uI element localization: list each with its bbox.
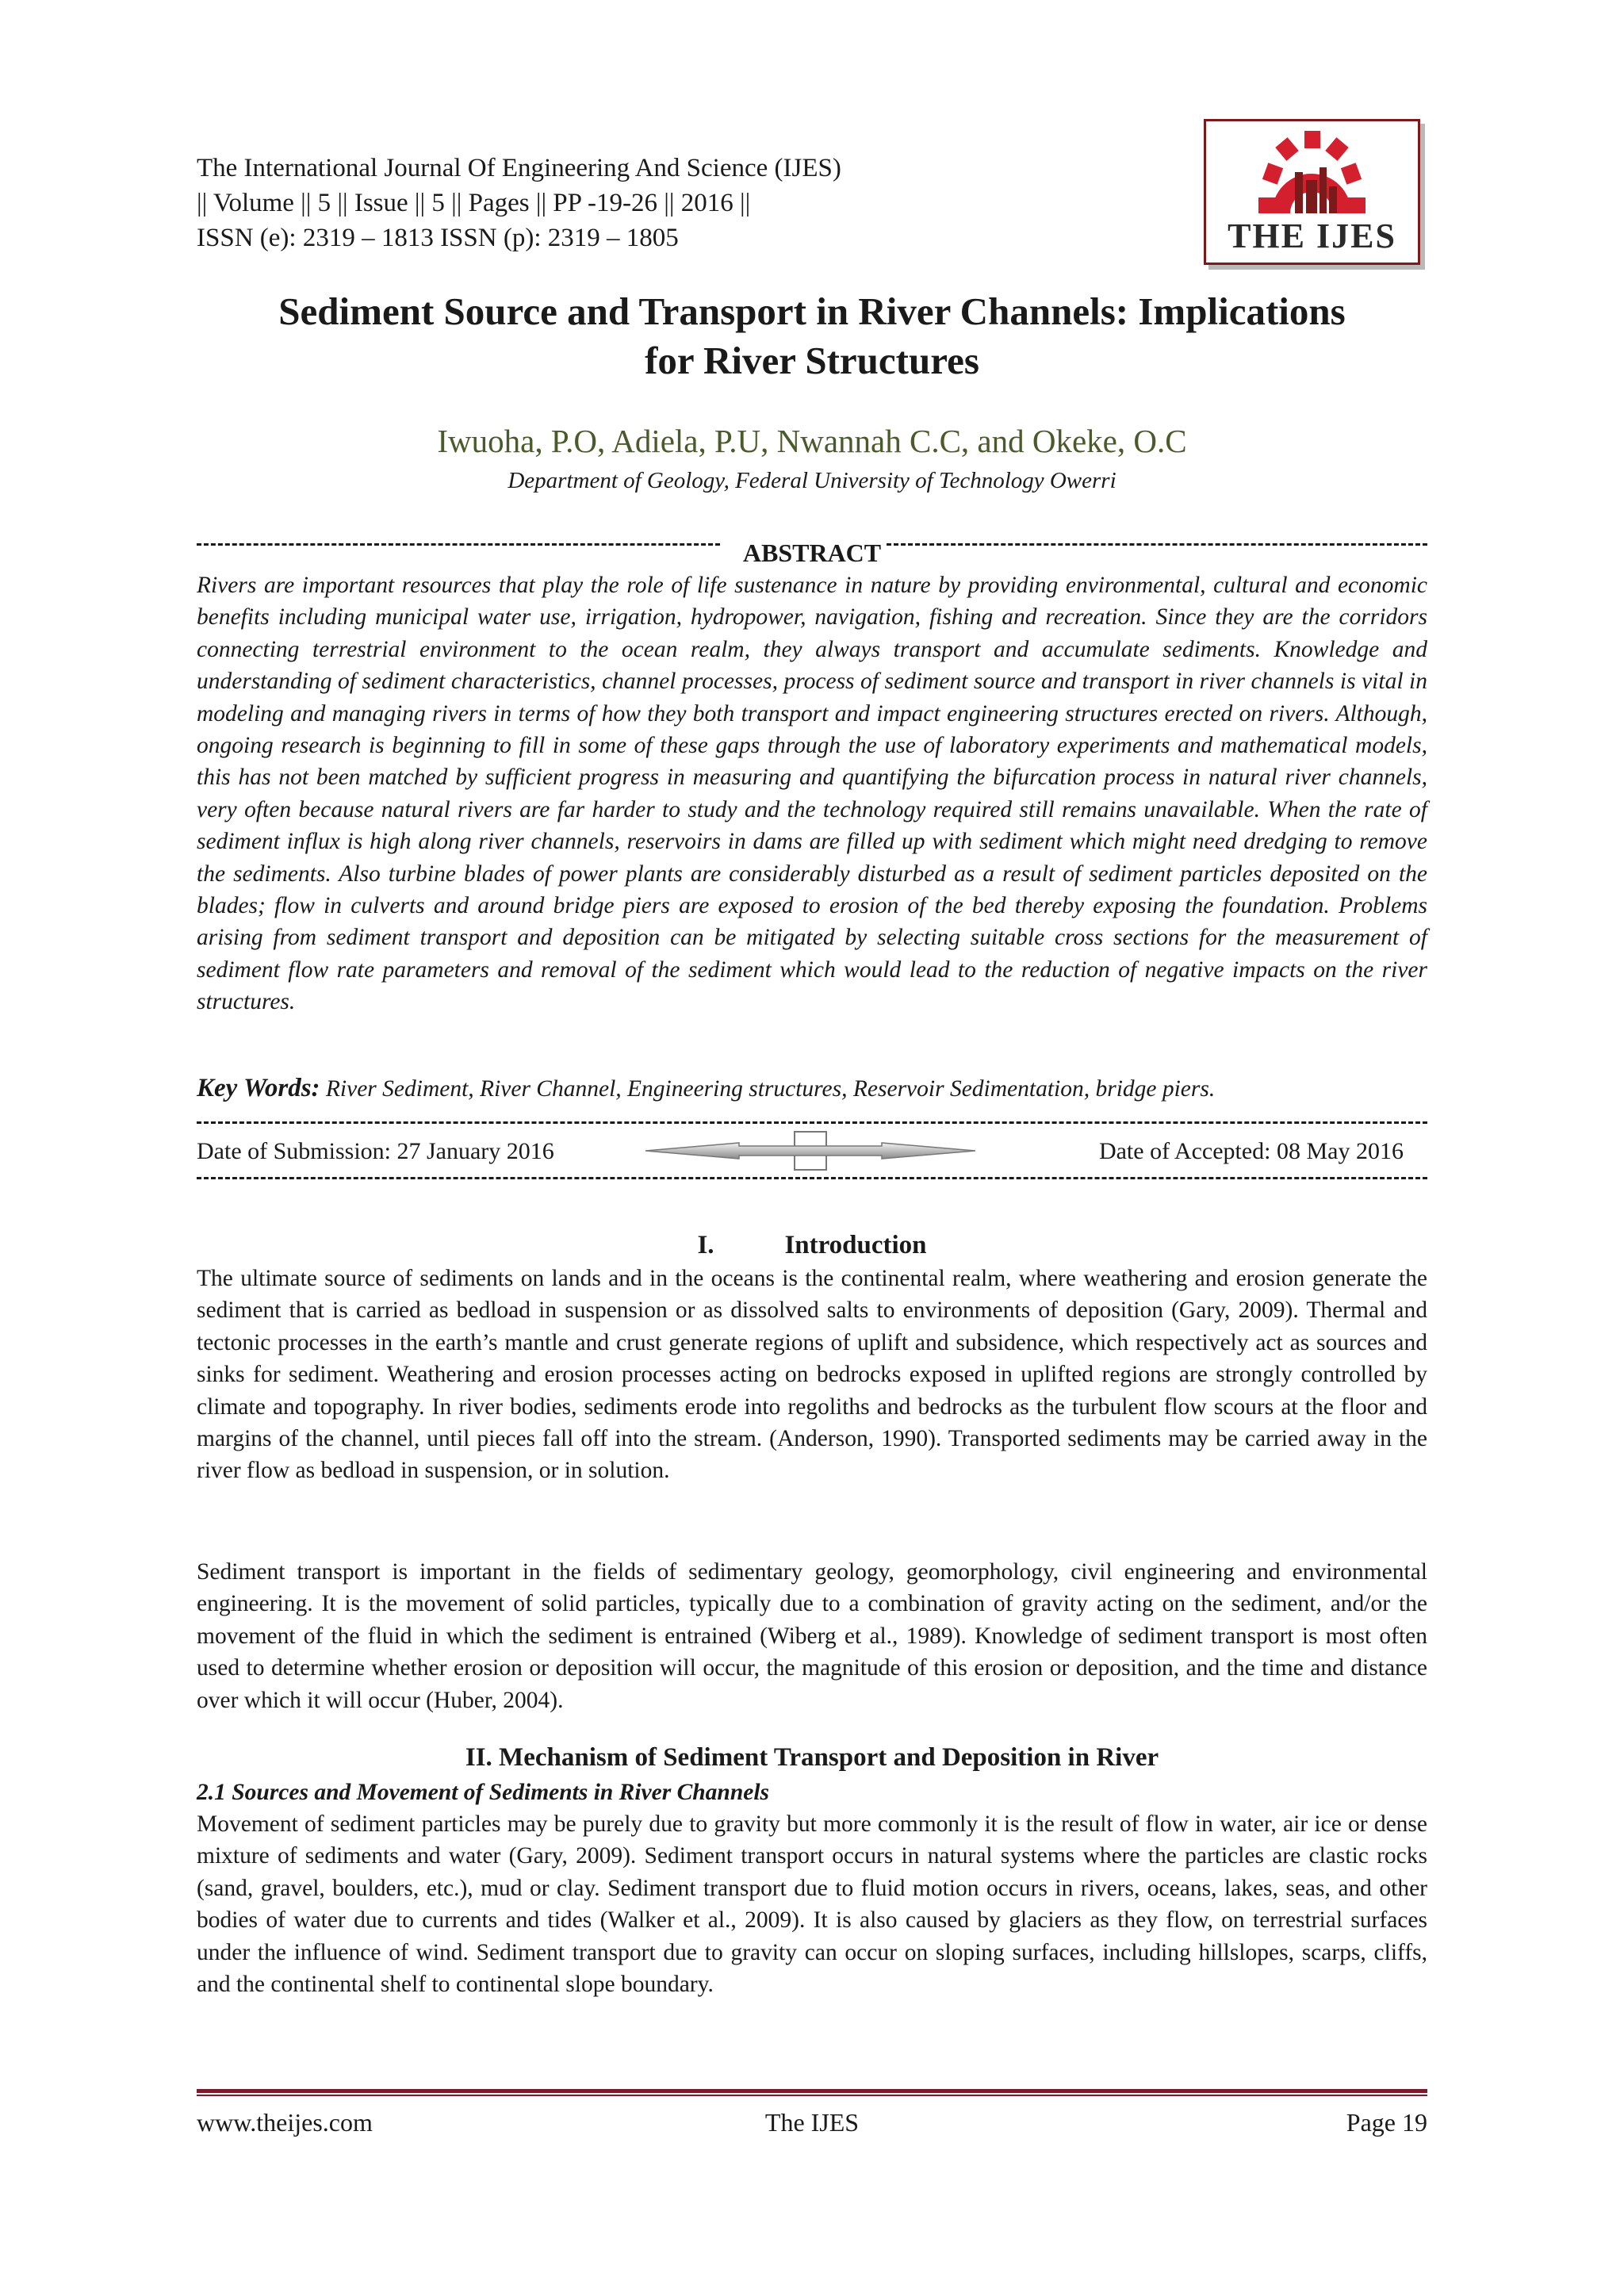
keywords xyxy=(197,1072,1427,1105)
author-list: Iwuoha, P.O, Adiela, P.U, Nwannah C.C, and Okeke, O.C xyxy=(437,423,1187,459)
section-number: I. xyxy=(697,1231,714,1259)
section-heading-mechanism: II. Mechanism of Sediment Transport and Deposition in River xyxy=(465,1743,1159,1772)
journal-logo xyxy=(1204,119,1420,265)
volume-info: || Volume || 5 || Issue || 5 || Pages || PP -19-26 || 2016 || xyxy=(197,189,751,217)
affiliation: Department of Geology, Federal University of Technology Owerri xyxy=(508,468,1116,493)
intro-paragraph-1: The ultimate source of sediments on lands and in the oceans is the continental realm, where weathering and erosion generate the sediment that is carried as bedload in suspension or as dissolved salts to environments of deposition (Gary, 2009). Thermal and tectonic processes in the earth’s mantle and crust generate regions of uplift and subsidence, which respectively act as sources and sinks for sediment. Weathering and erosion processes acting on bedrocks exposed in uplifted regions are strongly controlled by climate and topography. In river bodies, sediments erode into regoliths and bedrocks as the turbulent flow scours at the floor and margins of the channel, until pieces fall off into the stream. (Anderson, 1990). Transported sediments may be carried away in the river flow as bedload in suspension, or in solution. xyxy=(197,1266,1427,1484)
abstract-text: Rivers are important resources that play the role of life sustenance in nature by providing environmental, cultural and economic benefits including municipal water use, irrigation, hydropower, navigation, fishing and recreation. Since they are the corridors connecting terrestrial environment to the ocean realm, they always transport and accumulate sediments. Knowledge and understanding of sediment characteristics, channel processes, process of sediment source and transport in river channels is vital in modeling and managing rivers in terms of how they both transport and impact engineering structures erected on rivers. Although, ongoing research is beginning to fill in some of these gaps through the use of laboratory experiments and mathematical models, this has not been matched by sufficient progress in measuring and quantifying the bifurcation process in natural river channels, very often because natural rivers are far harder to study and the technology required still remains unavailable. When the rate of sediment influx is high along river channels, reservoirs in dams are filled up with sediment which might need dredging to remove the sediments. Also turbine blades of power plants are considerably disturbed as a result of sediment particles deposited on the blades; flow in culverts and around bridge piers are exposed to erosion of the bed thereby exposing the foundation. Problems arising from sediment transport and deposition can be mitigated by selecting suitable cross sections for the measurement of sediment flow rate parameters and removal of the sediment which would lead to the reduction of negative impacts on the river structures. xyxy=(197,573,1427,1015)
abstract-label: ABSTRACT xyxy=(740,539,884,567)
dash-rule-bottom xyxy=(197,1177,1427,1179)
footer-website: www.theijes.com xyxy=(197,2108,373,2137)
footer-journal: The IJES xyxy=(764,2108,860,2137)
section-2-1-paragraph: Movement of sediment particles may be purely due to gravity but more commonly it is the result of flow in water, air ice or dense mixture of sediments and water (Gary, 2009). Sediment transport occurs in natural systems where the particles are clastic rocks (sand, gravel, boulders, etc.), mud or clay. Sediment transport due to fluid motion occurs in rivers, oceans, lakes, seas, and other bodies of water due to currents and tides (Walker et al., 2009). It is also caused by glaciers as they flow, on terrestrial surfaces under the influence of wind. Sediment transport due to gravity can occur on sloping surfaces, including hillslopes, scarps, cliffs, and the continental shelf to continental slope boundary. xyxy=(197,1811,1427,1998)
footer-rule-thin xyxy=(197,2095,1427,2096)
keywords-list: River Sediment, River Channel, Engineering structures, Reservoir Sedimentation, bridge piers. xyxy=(325,1076,1216,1102)
title-line-2: for River Structures xyxy=(645,339,979,382)
abstract-heading xyxy=(197,537,1427,569)
keywords-label: Key Words: xyxy=(197,1074,320,1102)
title-line-1: Sediment Source and Transport in River Channels: Implications xyxy=(278,289,1346,333)
dash-rule-left xyxy=(197,543,720,548)
subsection-heading: 2.1 Sources and Movement of Sediments in River Channels xyxy=(197,1780,770,1805)
gear-factory-icon xyxy=(1206,125,1418,220)
footer-rule xyxy=(197,2089,1427,2093)
double-arrow-icon xyxy=(644,1129,977,1173)
submission-date: Date of Submission: 27 January 2016 xyxy=(197,1138,554,1164)
intro-paragraph-2: Sediment transport is important in the fields of sedimentary geology, geomorphology, civil engineering and environmental engineering. It is the movement of solid particles, typically due to a combination of gravity acting on the sediment, and/or the movement of the fluid in which the sediment is entrained (Wiberg et al., 1989). Knowledge of sediment transport is most often used to determine whether erosion or deposition will occur, the magnitude of this erosion or deposition, and the time and distance over which it will occur (Huber, 2004). xyxy=(197,1559,1427,1713)
paper-title xyxy=(197,287,1427,385)
logo-text: THE IJES xyxy=(1228,217,1396,255)
dash-rule-top xyxy=(197,1121,1427,1124)
section-title: Introduction xyxy=(784,1231,927,1259)
section-heading-introduction xyxy=(197,1231,1427,1260)
journal-header xyxy=(197,151,841,255)
footer-page-number: Page 19 xyxy=(1346,2108,1427,2137)
dash-rule-right xyxy=(887,543,1427,548)
journal-name: The International Journal Of Engineering And Science (IJES) xyxy=(197,154,841,182)
accepted-date: Date of Accepted: 08 May 2016 xyxy=(1098,1138,1404,1164)
issn-info: ISSN (e): 2319 – 1813 ISSN (p): 2319 – 1805 xyxy=(197,224,679,252)
